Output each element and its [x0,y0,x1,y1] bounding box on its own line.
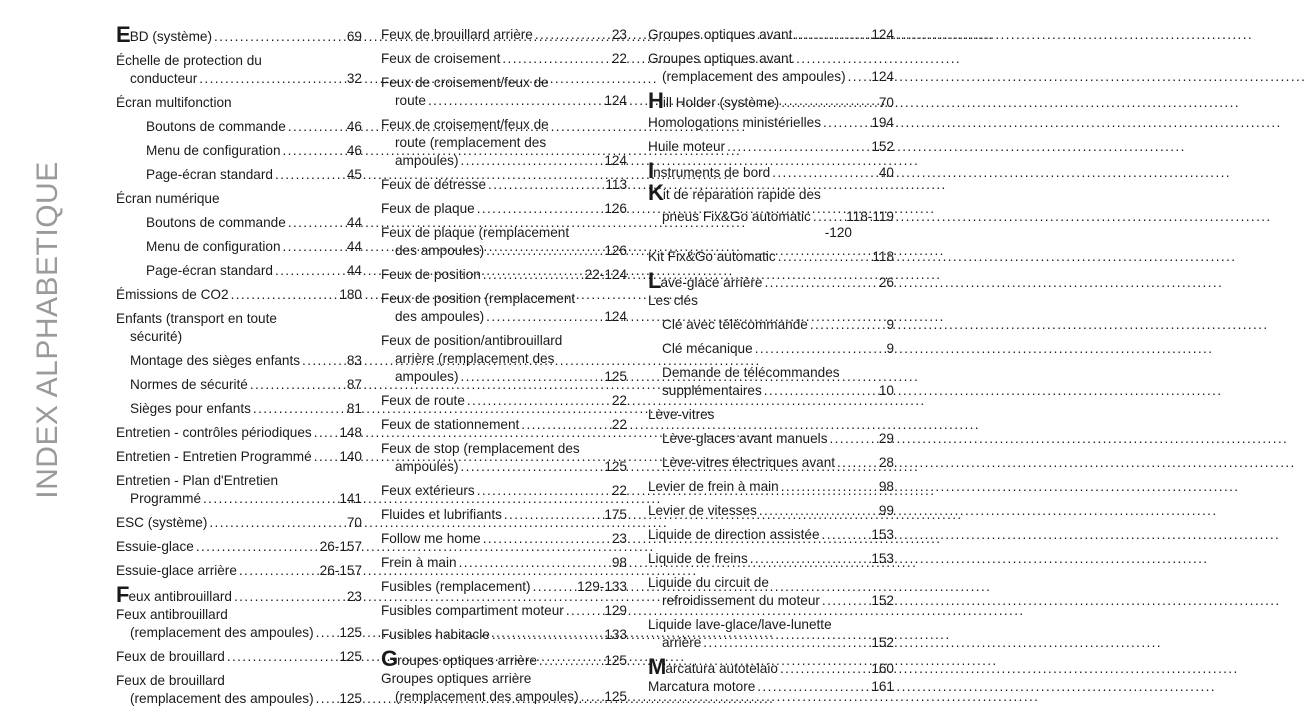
index-entry-esc[interactable]: ESC (système) . . . 70 [116,514,362,532]
index-entry-essuie-glace[interactable]: Essuie-glace . . . 26-157 [116,538,362,556]
index-subentry[interactable]: Sièges pour enfants . . . 81 [116,400,362,418]
index-entry-position[interactable]: Feux de position . . . 22-124 [381,266,627,284]
index-entry-feux-brouillard[interactable]: Feux de brouillard . . . 125 [116,648,362,666]
index-entry[interactable]: Liquide de direction assistée . . . 153 [648,526,894,544]
index-entry-liquide-lave-glace[interactable]: Liquide lave-glace/lave-lunette arrière . . . 152 [648,616,894,652]
index-column-1 [116,22,362,714]
letter-heading-i: I [648,158,654,183]
index-subentry[interactable]: Page-écran standard . . . 45 [116,166,362,184]
letter-heading-l: L [648,268,661,293]
index-subentry[interactable]: Clé mécanique . . . 9 [648,340,894,358]
index-entry-ecran-multifonction: Écran multifonction Boutons de commande . . . 46 Menu de configuration . . . 46 Page-écran standard . . . 45 [116,94,362,184]
index-subentry[interactable]: Lève-glaces avant manuels . . . 29 [648,430,894,448]
index-subentry[interactable]: Boutons de commande . . . 44 [116,214,362,232]
index-entry-feux-antibrouillard[interactable]: Feux antibrouillard . . . 23 [116,586,362,606]
index-entry-leve-vitres: Lève-vitres Lève-glaces avant manuels . . . 29 Lève-vitres électriques avant . . . 28 [648,406,894,472]
index-entry-hill-holder[interactable]: Hill Holder (système) . . . 70 [648,92,894,112]
index-subentry[interactable]: Menu de configuration . . . 44 [116,238,362,256]
index-entry-groupes-avant[interactable]: Groupes optiques avant . . . 124 [648,26,894,44]
index-entry-plaque[interactable]: Feux de plaque . . . 126 [381,200,627,218]
index-entry[interactable]: Feux de brouillard arrière . . . 23 [381,26,627,44]
index-entry[interactable]: Levier de frein à main . . . 98 [648,478,894,496]
index-side-title: INDEX ALPHABETIQUE [31,161,64,499]
letter-heading-g: G [381,646,398,671]
index-subentry[interactable]: Montage des sièges enfants . . . 83 [116,352,362,370]
index-entry-groupes-avant-remplacement[interactable]: Groupes optiques avant (remplacement des ampoules) . . . 124 [648,50,894,86]
index-entry-les-cles: Les clés Clé avec télécommande . . . 9 Clé mécanique . . . 9 Demande de télécommandes supplémentaires . . . 10 [648,292,894,400]
index-entry-groupes-arriere[interactable]: Groupes optiques arrière . . . 125 [381,650,627,670]
index-column-2 [381,26,627,712]
index-entry-stop[interactable]: Feux de stop (remplacement des ampoules) . . . 125 [381,440,627,476]
index-entry-kit-reparation[interactable]: Kit de réparation rapide des pneus Fix&Go automatic . . . 118-119 -120 [648,184,894,242]
index-entry-fusibles[interactable]: Fusibles (remplacement) . . . 129-133 [381,578,627,596]
index-entry-fusibles-moteur[interactable]: Fusibles compartiment moteur . . . 129 [381,602,627,620]
index-entry-croisement-route-remplacement[interactable]: Feux de croisement/feux de route (remplacement des ampoules) . . . 124 [381,116,627,170]
index-entry-huile-moteur[interactable]: Huile moteur . . . 152 [648,138,894,156]
index-entry-entretien-controles[interactable]: Entretien - contrôles périodiques . . . 148 [116,424,362,442]
letter-heading-f: F [116,582,129,607]
index-entry-croisement-route[interactable]: Feux de croisement/feux de route . . . 124 [381,74,627,110]
letter-heading-h: H [648,88,663,113]
index-entry-marcatura-autotelaio[interactable]: Marcatura autotelaio . . . 160 [648,658,894,678]
index-entry-ecran-numerique: Écran numérique Boutons de commande . . . 44 Menu de configuration . . . 44 Page-écran standard . . . 44 [116,190,362,280]
index-entry-entretien-plan[interactable]: Entretien - Plan d'Entretien Programmé . . . 141 [116,472,362,508]
index-entry-liquide-circuit[interactable]: Liquide du circuit de refroidissement du moteur . . . 152 [648,574,894,610]
index-entry-entretien-programme[interactable]: Entretien - Entretien Programmé . . . 140 [116,448,362,466]
index-entry[interactable]: Liquide de freins . . . 153 [648,550,894,568]
index-entry-echelle[interactable]: Échelle de protection du conducteur . . . 32 [116,52,362,88]
index-entry-marcatura-motore[interactable]: Marcatura motore . . . 161 [648,678,894,696]
index-subentry[interactable]: Demande de télécommandes supplémentaires . . . 10 [648,364,894,400]
index-entry[interactable]: Feux de croisement . . . 22 [381,50,627,68]
index-entry-enfants: Enfants (transport en toute sécurité) Montage des sièges enfants . . . 83 Normes de sécurité . . . 87 Sièges pour enfants . . . 81 [116,310,362,418]
index-entry-stationnement[interactable]: Feux de stationnement . . . 22 [381,416,627,434]
index-subentry[interactable]: Lève-vitres électriques avant . . . 28 [648,454,894,472]
index-entry-position-antibrouillard[interactable]: Feux de position/antibrouillard arrière (remplacement des ampoules) . . . 125 [381,332,627,386]
index-subentry[interactable]: Clé avec télécommande . . . 9 [648,316,894,334]
index-entry-follow-me-home[interactable]: Follow me home . . . 23 [381,530,627,548]
index-entry-fusibles-habitacle[interactable]: Fusibles habitacle . . . 133 [381,626,627,644]
index-entry-groupes-arriere-remplacement[interactable]: Groupes optiques arrière (remplacement des ampoules) . . . 125 [381,670,627,706]
index-entry-feux-brouillard-remplacement[interactable]: Feux de brouillard (remplacement des ampoules) . . . 125 [116,672,362,708]
index-entry-lave-glace-arriere[interactable]: Lave-glace arrière . . . 26 [648,272,894,292]
letter-heading-e: E [116,22,130,47]
index-entry-ebd[interactable]: EBD (système) . . . 69 [116,26,362,46]
index-entry-frein-a-main[interactable]: Frein à main . . . 98 [381,554,627,572]
index-subentry[interactable]: Menu de configuration . . . 46 [116,142,362,160]
index-entry-feux-antibrouillard-remplacement[interactable]: Feux antibrouillard (remplacement des ampoules) . . . 125 [116,606,362,642]
index-entry-instruments[interactable]: Instruments de bord . . . 40 [648,162,894,182]
index-subentry[interactable]: Boutons de commande . . . 46 [116,118,362,136]
index-column-3 [648,26,894,702]
index-entry-homologations[interactable]: Homologations ministérielles . . . 194 [648,114,894,132]
index-subentry[interactable]: Normes de sécurité . . . 87 [116,376,362,394]
index-entry-emissions[interactable]: Émissions de CO2 . . . 180 [116,286,362,304]
letter-heading-k: K [648,180,663,205]
index-entry-fluides[interactable]: Fluides et lubrifiants . . . 175 [381,506,627,524]
index-entry-plaque-remplacement[interactable]: Feux de plaque (remplacement des ampoules) . . . 126 [381,224,627,260]
index-subentry[interactable]: Page-écran standard . . . 44 [116,262,362,280]
index-entry[interactable]: Levier de vitesses . . . 99 [648,502,894,520]
index-entry-essuie-glace-arriere[interactable]: Essuie-glace arrière . . . 26-157 [116,562,362,580]
index-entry-detresse[interactable]: Feux de détresse . . . 113 [381,176,627,194]
index-entry-kit-fixgo[interactable]: Kit Fix&Go automatic . . . 118 [648,248,894,266]
index-entry-route[interactable]: Feux de route . . . 22 [381,392,627,410]
index-entry-position-remplacement[interactable]: Feux de position (remplacement des ampoules) . . . 124 [381,290,627,326]
letter-heading-m: M [648,654,666,679]
index-entry-exterieurs[interactable]: Feux extérieurs . . . 22 [381,482,627,500]
